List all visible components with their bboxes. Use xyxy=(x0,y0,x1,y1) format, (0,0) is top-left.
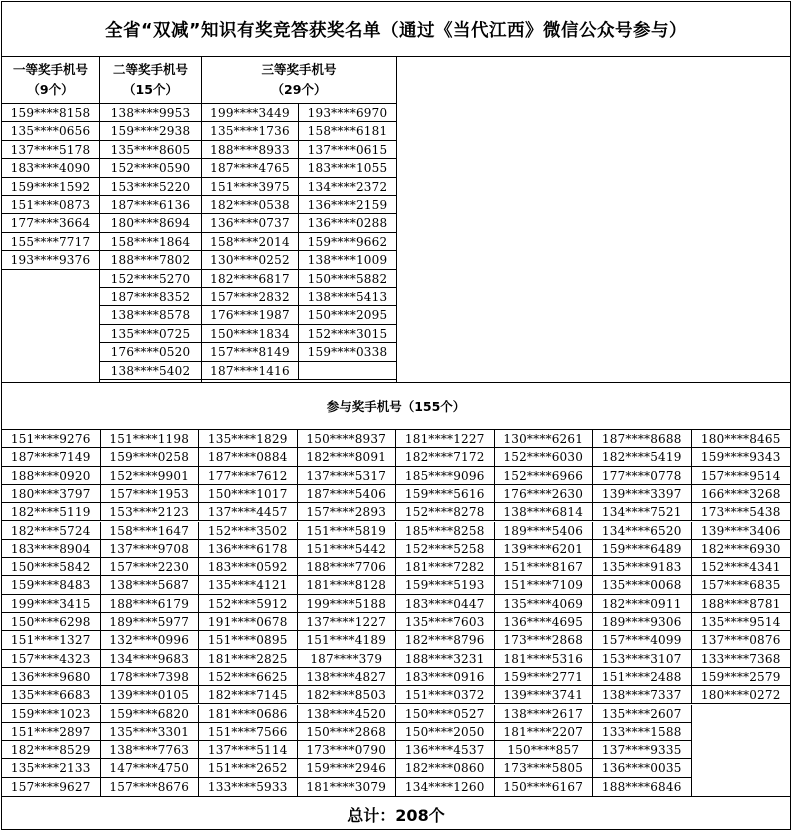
third-prize-number: 158****6181 xyxy=(299,122,396,140)
participation-number: 135****2607 xyxy=(593,705,692,723)
participation-number: 136****0035 xyxy=(593,759,692,777)
participation-number: 188****6846 xyxy=(593,778,692,796)
participation-number: 159****5193 xyxy=(396,576,495,594)
participation-number: 137****0876 xyxy=(692,631,791,649)
participation-number: 185****9096 xyxy=(396,467,495,485)
third-prize-number: 159****9662 xyxy=(299,233,396,251)
participation-number: 152****5912 xyxy=(199,595,298,613)
participation-number: 188****3231 xyxy=(396,650,495,668)
participation-number: 157****9627 xyxy=(2,778,101,796)
participation-number: 157****8676 xyxy=(101,778,200,796)
total-count: 总计：208个 xyxy=(2,796,790,831)
participation-number: 182****5419 xyxy=(593,448,692,466)
participation-number: 182****6930 xyxy=(692,540,791,558)
participation-number: 137****9708 xyxy=(101,540,200,558)
third-prize-number: 157****2832 xyxy=(202,288,299,306)
participation-number: 135****6683 xyxy=(2,686,101,704)
participation-number: 159****9343 xyxy=(692,448,791,466)
participation-number: 150****1017 xyxy=(199,485,298,503)
first-prize-title: 一等奖手机号 xyxy=(12,62,88,77)
participation-number: 151****0895 xyxy=(199,631,298,649)
second-prize-number: 187****6136 xyxy=(100,196,201,214)
participation-number: 138****5687 xyxy=(101,576,200,594)
participation-number: 152****9901 xyxy=(101,467,200,485)
third-prize-number: 182****6817 xyxy=(202,270,299,288)
participation-number: 153****2123 xyxy=(101,503,200,521)
participation-number: 138****7763 xyxy=(101,741,200,759)
participation-number: 177****0778 xyxy=(593,467,692,485)
participation-number: 151****0372 xyxy=(396,686,495,704)
participation-number: 152****5258 xyxy=(396,540,495,558)
third-prize-number: 136****0737 xyxy=(202,214,299,232)
first-prize-number: 159****1592 xyxy=(2,178,99,196)
participation-number: 151****8167 xyxy=(495,558,594,576)
first-prize-number: 159****8158 xyxy=(2,104,99,122)
second-prize-number: 152****5270 xyxy=(100,270,201,288)
participation-number: 182****0911 xyxy=(593,595,692,613)
first-prize-number: 183****4090 xyxy=(2,159,99,177)
participation-number: 173****2868 xyxy=(495,631,594,649)
second-prize-header xyxy=(100,57,201,104)
award-list-table xyxy=(1,1,791,830)
participation-number: 135****9183 xyxy=(593,558,692,576)
third-prize-number: 150****5882 xyxy=(299,270,396,288)
participation-number: 199****5188 xyxy=(298,595,397,613)
first-prize-number: 193****9376 xyxy=(2,251,99,269)
participation-number: 189****5406 xyxy=(495,522,594,540)
participation-number: 182****5119 xyxy=(2,503,101,521)
participation-number: 150****6298 xyxy=(2,613,101,631)
first-prize-column xyxy=(2,57,100,382)
third-prize-number: 188****8933 xyxy=(202,141,299,159)
participation-number: 187****0884 xyxy=(199,448,298,466)
second-prize-count: （15个） xyxy=(123,82,178,97)
third-prize-number: 187****4765 xyxy=(202,159,299,177)
participation-number: 173****5805 xyxy=(495,759,594,777)
participation-number: 199****3415 xyxy=(2,595,101,613)
participation-number: 135****1829 xyxy=(199,430,298,448)
participation-number: 152****8278 xyxy=(396,503,495,521)
participation-number: 159****6820 xyxy=(101,705,200,723)
participation-number: 138****2617 xyxy=(495,705,594,723)
participation-number: 150****2050 xyxy=(396,723,495,741)
participation-number: 135****9514 xyxy=(692,613,791,631)
first-prize-number: 155****7717 xyxy=(2,233,99,251)
participation-number: 134****7521 xyxy=(593,503,692,521)
participation-header: 参与奖手机号（155个） xyxy=(2,383,790,430)
participation-number: 159****2771 xyxy=(495,668,594,686)
participation-number: 182****8796 xyxy=(396,631,495,649)
third-prize-number: 193****6970 xyxy=(299,104,396,122)
participation-number: 187****7149 xyxy=(2,448,101,466)
participation-number: 133****1588 xyxy=(593,723,692,741)
participation-number: 159****6489 xyxy=(593,540,692,558)
participation-number: 178****7398 xyxy=(101,668,200,686)
third-prize-number: 158****2014 xyxy=(202,233,299,251)
participation-number: 157****4323 xyxy=(2,650,101,668)
participation-number: 151****4189 xyxy=(298,631,397,649)
participation-number: 136****4695 xyxy=(495,613,594,631)
participation-number: 151****5819 xyxy=(298,522,397,540)
participation-number: 180****0272 xyxy=(692,686,791,704)
first-prize-number: 151****0873 xyxy=(2,196,99,214)
third-prize-number: 138****1009 xyxy=(299,251,396,269)
participation-number: 173****0790 xyxy=(298,741,397,759)
participation-number: 151****7566 xyxy=(199,723,298,741)
participation-number: 150****857 xyxy=(495,741,594,759)
participation-number: 134****1260 xyxy=(396,778,495,796)
participation-number: 150****2868 xyxy=(298,723,397,741)
third-prize-number: 187****1416 xyxy=(202,362,299,380)
prize-section xyxy=(2,57,790,383)
participation-number: 139****3406 xyxy=(692,522,791,540)
second-prize-number: 138****8578 xyxy=(100,306,201,324)
participation-number: 187****5406 xyxy=(298,485,397,503)
first-prize-number: 137****5178 xyxy=(2,141,99,159)
participation-number: 188****7706 xyxy=(298,558,397,576)
participation-number: 181****8128 xyxy=(298,576,397,594)
second-prize-number: 135****8605 xyxy=(100,141,201,159)
first-prize-count: （9个） xyxy=(27,82,74,97)
participation-number: 138****4827 xyxy=(298,668,397,686)
participation-number: 137****5114 xyxy=(199,741,298,759)
participation-number: 182****7172 xyxy=(396,448,495,466)
participation-number: 159****0258 xyxy=(101,448,200,466)
page-title: 全省“双减”知识有奖竞答获奖名单（通过《当代江西》微信公众号参与） xyxy=(2,2,790,57)
first-prize-number: 177****3664 xyxy=(2,214,99,232)
participation-number: 150****8937 xyxy=(298,430,397,448)
participation-number: 182****8529 xyxy=(2,741,101,759)
second-prize-number: 135****0725 xyxy=(100,325,201,343)
participation-number: 189****9306 xyxy=(593,613,692,631)
participation-number: 181****2825 xyxy=(199,650,298,668)
participation-number: 137****1227 xyxy=(298,613,397,631)
participation-number: 177****7612 xyxy=(199,467,298,485)
third-prize-number: 183****1055 xyxy=(299,159,396,177)
participation-number: 147****4750 xyxy=(101,759,200,777)
second-prize-number: 152****0590 xyxy=(100,159,201,177)
third-prize-number: 150****1834 xyxy=(202,325,299,343)
participation-number: 151****9276 xyxy=(2,430,101,448)
third-prize-header xyxy=(202,57,396,104)
participation-number: 183****8904 xyxy=(2,540,101,558)
participation-number: 151****1198 xyxy=(101,430,200,448)
third-prize-number: 199****3449 xyxy=(202,104,299,122)
participation-number: 152****6030 xyxy=(495,448,594,466)
participation-number: 183****0916 xyxy=(396,668,495,686)
participation-number: 188****0920 xyxy=(2,467,101,485)
participation-number: 180****3797 xyxy=(2,485,101,503)
participation-number: 187****379 xyxy=(298,650,397,668)
participation-number: 158****1647 xyxy=(101,522,200,540)
second-prize-number: 138****5402 xyxy=(100,362,201,380)
participation-number: 153****3107 xyxy=(593,650,692,668)
third-prize-number: 136****0288 xyxy=(299,214,396,232)
third-prize-number: 152****3015 xyxy=(299,325,396,343)
participation-number: 135****0068 xyxy=(593,576,692,594)
participation-number: 130****6261 xyxy=(495,430,594,448)
participation-number: 191****0678 xyxy=(199,613,298,631)
third-prize-number: 159****0338 xyxy=(299,343,396,361)
participation-number: 182****0860 xyxy=(396,759,495,777)
participation-number: 159****5616 xyxy=(396,485,495,503)
third-prize-number: 134****2372 xyxy=(299,178,396,196)
participation-number: 173****5438 xyxy=(692,503,791,521)
participation-number: 189****5977 xyxy=(101,613,200,631)
participation-number: 151****1327 xyxy=(2,631,101,649)
participation-number: 132****0996 xyxy=(101,631,200,649)
participation-number: 136****9680 xyxy=(2,668,101,686)
participation-number: 150****6167 xyxy=(495,778,594,796)
participation-number: 138****4520 xyxy=(298,705,397,723)
participation-number: 133****7368 xyxy=(692,650,791,668)
third-prize-number xyxy=(299,362,396,380)
second-prize-title: 二等奖手机号 xyxy=(112,62,188,77)
participation-number: 134****9683 xyxy=(101,650,200,668)
participation-number: 133****5933 xyxy=(199,778,298,796)
participation-number: 187****8688 xyxy=(593,430,692,448)
participation-number: 151****2488 xyxy=(593,668,692,686)
participation-number: 157****4099 xyxy=(593,631,692,649)
second-prize-number: 138****9953 xyxy=(100,104,201,122)
participation-number: 181****3079 xyxy=(298,778,397,796)
third-prize-number: 182****0538 xyxy=(202,196,299,214)
participation-number: 157****9514 xyxy=(692,467,791,485)
participation-number: 134****6520 xyxy=(593,522,692,540)
participation-number: 152****4341 xyxy=(692,558,791,576)
participation-number: 181****2207 xyxy=(495,723,594,741)
second-prize-number: 180****8694 xyxy=(100,214,201,232)
third-prize-number: 130****0252 xyxy=(202,251,299,269)
participation-number: 135****2133 xyxy=(2,759,101,777)
participation-number: 135****4121 xyxy=(199,576,298,594)
participation-number: 182****8503 xyxy=(298,686,397,704)
third-prize-number: 135****1736 xyxy=(202,122,299,140)
participation-number: 151****7109 xyxy=(495,576,594,594)
participation-number: 180****8465 xyxy=(692,430,791,448)
participation-number: 139****3741 xyxy=(495,686,594,704)
participation-number: 151****2897 xyxy=(2,723,101,741)
first-prize-number: 135****0656 xyxy=(2,122,99,140)
participation-number: 136****6178 xyxy=(199,540,298,558)
second-prize-number: 153****5220 xyxy=(100,178,201,196)
participation-number: 135****3301 xyxy=(101,723,200,741)
second-prize-number: 158****1864 xyxy=(100,233,201,251)
third-prize-number: 138****5413 xyxy=(299,288,396,306)
participation-number: 137****9335 xyxy=(593,741,692,759)
third-prize-number: 151****3975 xyxy=(202,178,299,196)
third-prize-number: 137****0615 xyxy=(299,141,396,159)
participation-number: 181****5316 xyxy=(495,650,594,668)
participation-number: 151****5442 xyxy=(298,540,397,558)
participation-number: 176****2630 xyxy=(495,485,594,503)
participation-number: 181****7282 xyxy=(396,558,495,576)
participation-number: 139****6201 xyxy=(495,540,594,558)
second-prize-number: 176****0520 xyxy=(100,343,201,361)
participation-number: 182****8091 xyxy=(298,448,397,466)
third-prize-number: 136****2159 xyxy=(299,196,396,214)
participation-number: 150****0527 xyxy=(396,705,495,723)
participation-number: 182****5724 xyxy=(2,522,101,540)
participation-number: 152****6966 xyxy=(495,467,594,485)
participation-number: 166****3268 xyxy=(692,485,791,503)
participation-number: 135****7603 xyxy=(396,613,495,631)
participation-number: 181****1227 xyxy=(396,430,495,448)
second-prize-number: 187****8352 xyxy=(100,288,201,306)
participation-number: 188****8781 xyxy=(692,595,791,613)
participation-number: 136****4537 xyxy=(396,741,495,759)
participation-number: 188****6179 xyxy=(101,595,200,613)
third-prize-number: 176****1987 xyxy=(202,306,299,324)
participation-number: 139****0105 xyxy=(101,686,200,704)
third-prize-title: 三等奖手机号 xyxy=(261,62,337,77)
participation-number: 137****5317 xyxy=(298,467,397,485)
third-prize-number: 150****2095 xyxy=(299,306,396,324)
second-prize-column xyxy=(100,57,202,382)
participation-number: 135****4069 xyxy=(495,595,594,613)
participation-number: 137****4457 xyxy=(199,503,298,521)
participation-number: 151****2652 xyxy=(199,759,298,777)
participation-number: 183****0592 xyxy=(199,558,298,576)
participation-number: 150****5842 xyxy=(2,558,101,576)
participation-number: 159****2579 xyxy=(692,668,791,686)
participation-number: 152****3502 xyxy=(199,522,298,540)
participation-number: 138****6814 xyxy=(495,503,594,521)
participation-grid xyxy=(2,430,790,796)
participation-number: 139****3397 xyxy=(593,485,692,503)
second-prize-number: 159****2938 xyxy=(100,122,201,140)
participation-number: 183****0447 xyxy=(396,595,495,613)
participation-number: 182****7145 xyxy=(199,686,298,704)
participation-number: 157****2893 xyxy=(298,503,397,521)
first-prize-header xyxy=(2,57,99,104)
participation-number: 138****7337 xyxy=(593,686,692,704)
third-prize-number: 157****8149 xyxy=(202,343,299,361)
participation-number: 157****2230 xyxy=(101,558,200,576)
participation-number: 159****1023 xyxy=(2,705,101,723)
participation-number: 159****2946 xyxy=(298,759,397,777)
participation-number: 185****8258 xyxy=(396,522,495,540)
participation-number: 181****0686 xyxy=(199,705,298,723)
participation-number: 157****6835 xyxy=(692,576,791,594)
second-prize-number: 188****7802 xyxy=(100,251,201,269)
third-prize-count: （29个） xyxy=(271,82,327,97)
third-prize-column xyxy=(202,57,397,382)
participation-number: 157****1953 xyxy=(101,485,200,503)
participation-number: 159****8483 xyxy=(2,576,101,594)
participation-number: 152****6625 xyxy=(199,668,298,686)
